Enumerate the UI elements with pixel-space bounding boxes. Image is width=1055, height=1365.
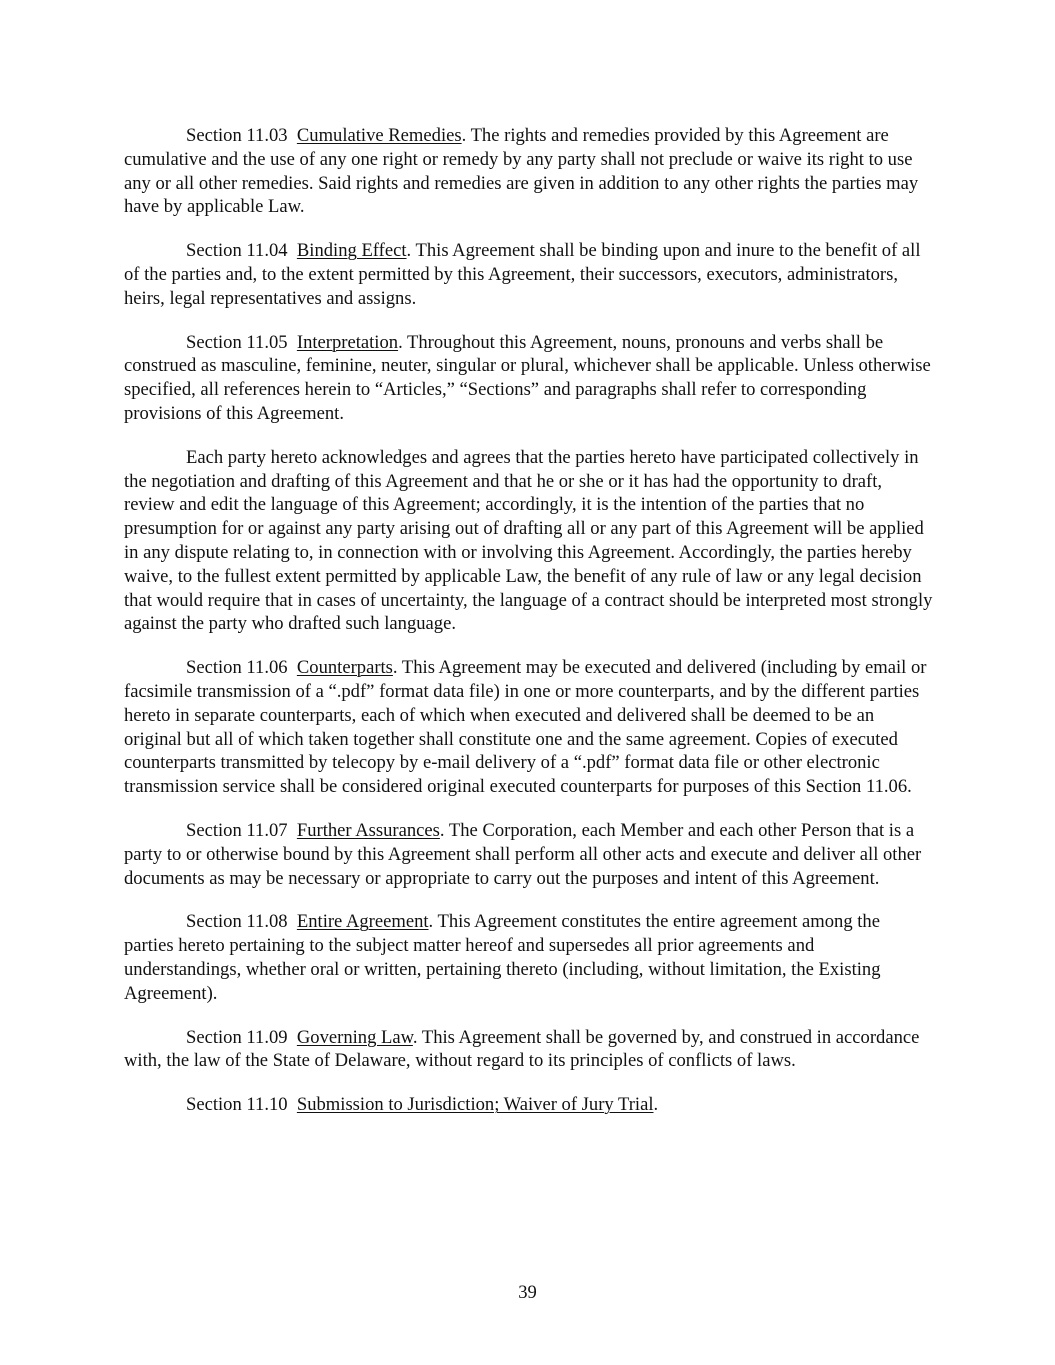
section-number: Section 11.05 <box>186 331 288 353</box>
section-title: Binding Effect <box>296 240 407 262</box>
section-title: Cumulative Remedies <box>296 125 462 146</box>
section-number: Section 11.10 <box>186 1094 288 1116</box>
section-title: Governing Law <box>296 1026 413 1048</box>
section-11-04 <box>124 239 934 310</box>
section-title: Further Assurances <box>296 819 440 841</box>
section-11-07 <box>124 819 934 890</box>
section-11-06 <box>124 656 934 799</box>
section-11-03 <box>124 124 934 219</box>
section-title: Entire Agreement <box>296 911 429 933</box>
page-number: 39 <box>518 1282 537 1303</box>
section-body: . <box>653 1094 659 1116</box>
section-11-05 <box>124 331 934 426</box>
section-body: . The Corporation, each Member and each other Person that is a party to or otherwise bound by this Agreement shall perform all other acts and execute and deliver all other documents as may be necessary or appropriate to carry out the purposes and intent of this Agreement. <box>124 819 922 889</box>
section-body: . The rights and remedies provided by this Agreement are cumulative and the use of any one right or remedy by any party shall not preclude or waive its right to use any or all other remedies. Said rights and remedies are given in addition to any other rights the parties may have by applicable Law. <box>124 125 919 218</box>
section-number: Section 11.08 <box>186 911 288 933</box>
section-11-08 <box>124 910 934 1005</box>
section-number: Section 11.09 <box>186 1026 288 1048</box>
section-11-10 <box>124 1093 934 1117</box>
document-page <box>124 124 934 1137</box>
section-title: Counterparts <box>296 657 393 679</box>
section-title: Submission to Jurisdiction; Waiver of Jury Trial <box>296 1094 654 1116</box>
section-number: Section 11.04 <box>186 240 288 262</box>
section-body: . Throughout this Agreement, nouns, pronouns and verbs shall be construed as masculine, feminine, neuter, singular or plural, whichever shall be applicable. Unless otherwise specified, all references herein to “Articles,” “Sections” and paragraphs shall refer to corresponding provisions of this Agreement. <box>124 331 931 424</box>
section-body: . This Agreement constitutes the entire agreement among the parties hereto pertaining to the subject matter hereof and supersedes all prior agreements and understandings, whether oral or written, pertaining thereto (including, without limitation, the Existing Agreement). <box>124 911 881 1004</box>
section-number: Section 11.03 <box>186 125 288 146</box>
section-body: . This Agreement shall be governed by, and construed in accordance with, the law of the State of Delaware, without regard to its principles of conflicts of laws. <box>124 1026 920 1072</box>
section-11-09 <box>124 1026 934 1074</box>
section-body: . This Agreement may be executed and delivered (including by email or facsimile transmission of a “.pdf” format data file) in one or more counterparts, and by the different parties hereto in separate counterparts, each of which when executed and delivered shall be deemed to be an original but all of which taken together shall constitute one and the same agreement. Copies of executed counterparts transmitted by telecopy by e-mail delivery of a “.pdf” format data file or other electronic transmission service shall be considered original executed counterparts for purposes of this Section 11.06. <box>124 657 927 798</box>
interpretation-paragraph: Each party hereto acknowledges and agrees that the parties hereto have participated collectively in the negotiation and drafting of this Agreement and that he or she or it has had the opportunity to draft, review and edit the language of this Agreement; accordingly, it is the intention of the parties that no presumption for or against any party arising out of drafting all or any part of this Agreement will be applied in any dispute relating to, in connection with or involving this Agreement. Accordingly, the parties hereby waive, to the fullest extent permitted by applicable Law, the benefit of any rule of law or any legal decision that would require that in cases of uncertainty, the language of a contract should be interpreted most strongly against the party who drafted such language. <box>124 446 933 635</box>
section-number: Section 11.06 <box>186 657 288 679</box>
section-number: Section 11.07 <box>186 819 288 841</box>
section-body: . This Agreement shall be binding upon and inure to the benefit of all of the parties and, to the extent permitted by this Agreement, their successors, executors, administrators, heirs, legal representatives and assigns. <box>124 240 921 309</box>
section-title: Interpretation <box>296 331 399 353</box>
